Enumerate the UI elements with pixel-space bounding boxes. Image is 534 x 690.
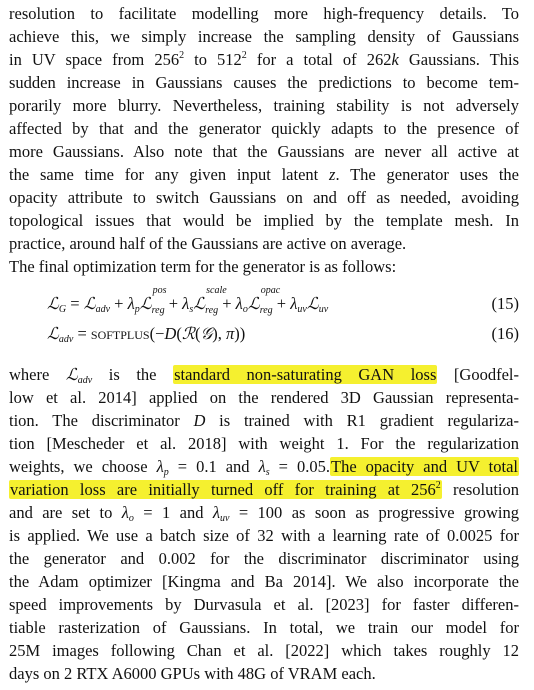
math-symbol: λ <box>127 294 135 313</box>
text-span: in UV space from 256 <box>9 50 180 69</box>
text-line <box>9 616 519 639</box>
math-symbol: ℛ <box>181 324 195 343</box>
text-span: resolution <box>441 480 519 499</box>
text-span: resolution to facilitate modelling more high-frequency details. To <box>9 4 519 23</box>
math-text: ( <box>176 324 182 343</box>
text-span: = 0.05. <box>269 457 330 476</box>
subscript: p <box>134 304 140 315</box>
text-span: the same time for any given input latent <box>9 165 330 184</box>
text-span: = 100 as soon as progressive growing <box>229 503 519 522</box>
subscript: G <box>58 304 67 315</box>
subscript: p <box>163 467 169 478</box>
text-line <box>9 662 376 685</box>
text-span: is the <box>92 365 174 384</box>
text-span: low et al. 2014] applied on the rendered 3D Gaussian representa- <box>9 388 519 407</box>
equation-15 <box>9 285 519 317</box>
math-symbol: ℒ <box>193 294 206 313</box>
text-line <box>9 524 519 547</box>
text-span: to 512 <box>184 50 242 69</box>
equation-number: (15) <box>491 294 519 313</box>
math-operator: + <box>110 294 128 313</box>
math-operator: + <box>272 294 291 313</box>
math-text: ( <box>195 324 201 343</box>
highlighted-text <box>9 480 442 499</box>
text-line <box>9 363 519 386</box>
text-span: weights, we choose <box>9 457 157 476</box>
subscript: adv <box>77 375 93 386</box>
math-symbol: D <box>164 324 177 343</box>
text-span: [Goodfel- <box>437 365 519 384</box>
text-line <box>9 547 519 570</box>
equation-number: (16) <box>491 324 519 343</box>
math-text: )) <box>234 324 246 343</box>
math-operator: + <box>164 294 183 313</box>
math-symbol: ℒ <box>65 365 78 384</box>
text-line <box>9 232 406 255</box>
superscript: pos <box>152 285 167 296</box>
text-line <box>9 94 519 117</box>
math-symbol: λ <box>121 503 129 522</box>
subscript: o <box>242 304 248 315</box>
superscript: 2 <box>179 50 185 61</box>
text-span: = 1 and <box>133 503 213 522</box>
equation-16 <box>9 321 519 347</box>
subscript: reg <box>205 305 219 316</box>
text-line <box>9 2 519 25</box>
math-symbol: λ <box>290 294 298 313</box>
text-line <box>9 71 519 94</box>
math-symbol: k <box>391 50 399 69</box>
text-line <box>9 455 519 478</box>
math-symbol: ℒ <box>47 324 59 343</box>
highlighted-text: The opacity and UV total <box>331 457 518 476</box>
math-symbol: π <box>226 324 235 343</box>
math-symbol: ℒ <box>47 294 59 313</box>
math-symbol: λ <box>182 294 190 313</box>
math-text: ), <box>212 324 226 343</box>
equation-expression <box>47 321 245 347</box>
text-span: porarily more blurry. Nevertheless, training stability is not adversely <box>9 96 519 115</box>
text-line <box>9 639 519 662</box>
superscript: scale <box>206 285 227 296</box>
math-symbol: λ <box>212 503 220 522</box>
math-symbol: D <box>193 411 206 430</box>
text-span: the generator and 0.002 for the discriminator discriminator using <box>9 549 519 568</box>
equation-expression <box>47 285 329 317</box>
superscript: opac <box>260 285 281 296</box>
superscript: 2 <box>435 480 441 491</box>
text-line <box>9 117 519 140</box>
text-span: where <box>9 365 66 384</box>
text-line <box>9 432 519 455</box>
text-span: tion [Mescheder et al. 2018] with weight 1. For the regularization <box>9 434 519 453</box>
text-span: affected by that and the generator quickly adapts to the presence of <box>9 119 519 138</box>
text-line <box>9 570 519 593</box>
text-span: topological issues that would be implied by the template mesh. In <box>9 211 519 230</box>
subscript: s <box>189 304 194 315</box>
text-span: Gaussians. This <box>398 50 519 69</box>
text-span: variation loss are initially turned off for training at 256 <box>10 480 436 499</box>
text-line <box>9 163 519 186</box>
text-line <box>9 140 519 163</box>
text-line <box>9 48 519 71</box>
subscript: o <box>128 513 134 524</box>
text-span: is trained with R1 gradient regulariza- <box>205 411 519 430</box>
text-span: tiable rasterization of Gaussians. In total, we train our model for <box>9 618 519 637</box>
subscript: adv <box>58 334 74 345</box>
math-symbol: ℒ <box>83 294 96 313</box>
text-span: is applied. We use a batch size of 32 with a learning rate of 0.0025 for <box>9 526 519 545</box>
text-line <box>9 593 519 616</box>
text-line <box>9 255 396 278</box>
subscript: uv <box>297 304 307 315</box>
math-operator: = <box>73 324 91 343</box>
text-line <box>9 209 519 232</box>
text-span: more Gaussians. Also note that the Gaussians are never all active at <box>9 142 519 161</box>
math-symbol: ℒ <box>247 294 260 313</box>
text-span: The final optimization term for the generator is as follows: <box>9 257 397 276</box>
math-symbol: λ <box>258 457 266 476</box>
text-line <box>9 478 519 501</box>
sup-sub-stack <box>205 285 227 316</box>
subscript: reg <box>151 305 165 316</box>
text-span: achieve this, we simply increase the sampling density of Gaussians <box>9 27 519 46</box>
highlighted-text: standard non-saturating GAN loss <box>174 365 437 384</box>
superscript: 2 <box>241 50 247 61</box>
text-span: the Adam optimizer [Kingma and Ba 2014]. We also incorporate the <box>9 572 519 591</box>
subscript: adv <box>95 304 111 315</box>
text-line <box>9 25 519 48</box>
text-line <box>9 501 519 524</box>
sup-sub-stack <box>259 285 281 316</box>
text-span: . The generator uses the <box>335 165 519 184</box>
text-span: = 0.1 and <box>168 457 259 476</box>
text-line <box>9 186 519 209</box>
text-span: tion. The discriminator <box>9 411 194 430</box>
math-symbol: ℒ <box>139 294 152 313</box>
sup-sub-stack <box>151 285 167 316</box>
text-span: speed improvements by Durvasula et al. [2023] for faster differen- <box>9 595 519 614</box>
text-line <box>9 409 519 432</box>
math-symbol: λ <box>156 457 164 476</box>
subscript: uv <box>220 513 230 524</box>
math-operator: = <box>66 294 84 313</box>
math-operator: + <box>218 294 236 313</box>
subscript: s <box>265 467 270 478</box>
math-symbol: ℒ <box>306 294 319 313</box>
subscript: reg <box>259 305 273 316</box>
text-span: days on 2 RTX A6000 GPUs with 48G of VRAM each. <box>9 664 376 683</box>
text-span: opacity attribute to switch Gaussians on and off as needed, avoiding <box>9 188 519 207</box>
math-symbol: z <box>329 165 336 184</box>
text-line <box>9 386 519 409</box>
text-span: and are set to <box>9 503 122 522</box>
text-span: 25M images following Chan et al. [2022] which takes roughly 12 <box>9 641 519 660</box>
text-span: for a total of 262 <box>246 50 392 69</box>
text-span: practice, around half of the Gaussians are active on average. <box>9 234 407 253</box>
text-span: sudden increase in Gaussians causes the predictions to become tem- <box>9 73 519 92</box>
math-text: (− <box>149 324 165 343</box>
subscript: uv <box>318 304 329 315</box>
math-symbol: λ <box>235 294 243 313</box>
function-name: softplus <box>90 324 150 343</box>
math-symbol: 𝒢 <box>200 324 213 343</box>
